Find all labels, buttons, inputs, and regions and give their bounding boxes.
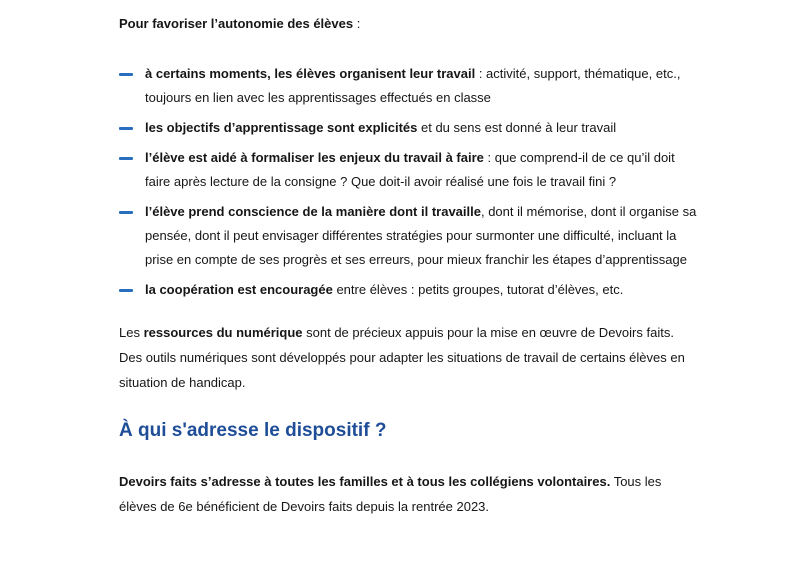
resources-paragraph <box>119 320 699 395</box>
dash-bullet-icon <box>119 73 133 76</box>
article-content <box>119 14 699 519</box>
list-item-bold: les objectifs d’apprentissage sont explicités <box>145 120 418 135</box>
intro-text: Pour favoriser l’autonomie des élèves <box>119 16 354 31</box>
list-item-bold: à certains moments, les élèves organisent leur travail <box>145 66 476 81</box>
dash-bullet-icon <box>119 157 133 160</box>
resources-bold: ressources du numérique <box>143 325 303 340</box>
list-item-bold: la coopération est encouragée <box>145 282 333 297</box>
list-item-text: et du sens est donné à leur travail <box>417 120 617 135</box>
intro-suffix: : <box>353 16 361 31</box>
list-item <box>119 116 699 140</box>
intro-line <box>119 14 699 34</box>
list-item <box>119 200 699 272</box>
dash-bullet-icon <box>119 289 133 292</box>
resources-text: sont de précieux appuis pour la mise en œuvre de Devoirs faits. Des outils numériques sont développés pour adapter les situations de travail de certains élèves en situation de handicap. <box>119 325 685 390</box>
audience-paragraph <box>119 469 699 519</box>
list-item-bold: l’élève est aidé à formaliser les enjeux du travail à faire <box>145 150 484 165</box>
audience-bold: Devoirs faits s’adresse à toutes les familles et à tous les collégiens volontaires. <box>119 474 611 489</box>
list-item-bold: l’élève prend conscience de la manière dont il travaille <box>145 204 481 219</box>
list-item-text: , dont il mémorise, dont il organise sa pensée, dont il peut envisager différentes stratégies pour surmonter une difficulté, incluant la prise en compte de ses progrès et ses erreurs, pour mieux franchir les étapes d’apprentissage <box>145 204 697 267</box>
list-item <box>119 62 699 110</box>
list-item <box>119 278 699 302</box>
list-item-text: entre élèves : petits groupes, tutorat d’élèves, etc. <box>332 282 624 297</box>
list-item <box>119 146 699 194</box>
audience-text: Tous les élèves de 6e bénéficient de Devoirs faits depuis la rentrée 2023. <box>119 474 662 514</box>
resources-prefix: Les <box>119 325 144 340</box>
dash-bullet-icon <box>119 127 133 130</box>
list-item-text: : activité, support, thématique, etc., toujours en lien avec les apprentissages effectués en classe <box>145 66 681 105</box>
list-item-text: : que comprend-il de ce qu’il doit faire après lecture de la consigne ? Que doit-il avoir réalisé une fois le travail fini ? <box>145 150 675 189</box>
autonomy-list <box>119 62 699 302</box>
section-heading: À qui s'adresse le dispositif ? <box>119 420 387 441</box>
dash-bullet-icon <box>119 211 133 214</box>
